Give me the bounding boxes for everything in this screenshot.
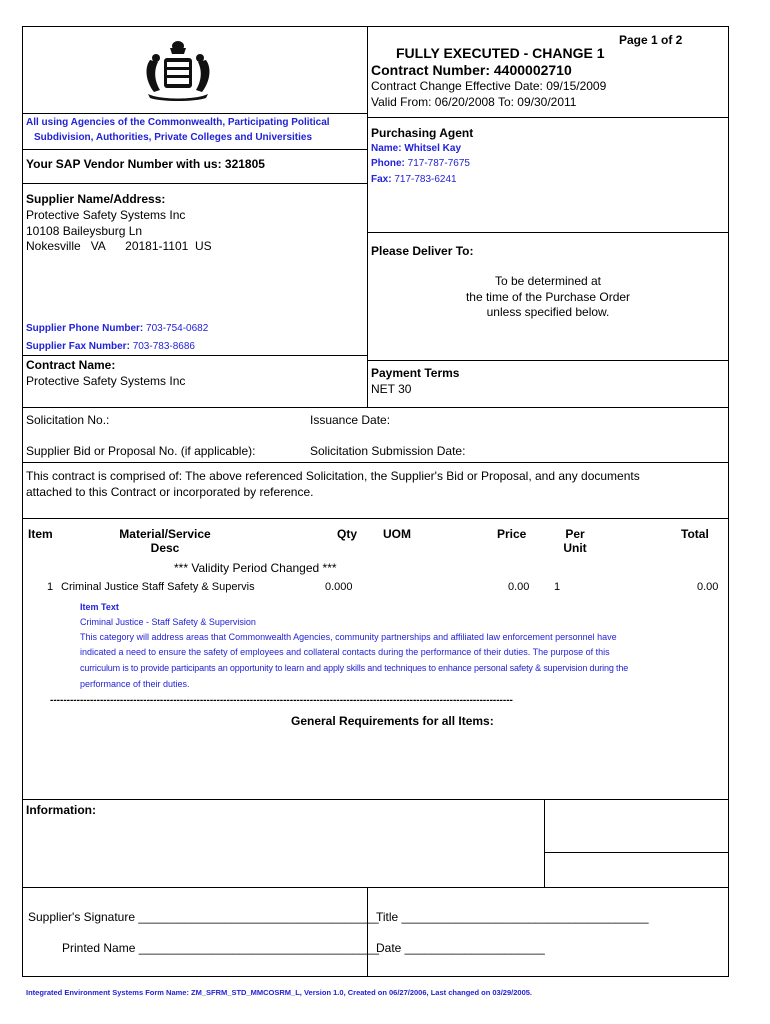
delivery-line-3: unless specified below.	[486, 305, 610, 319]
divider	[22, 355, 367, 356]
col-header-qty: Qty	[337, 527, 358, 541]
col-header-material-line2: Desc	[150, 541, 180, 555]
divider	[22, 462, 729, 463]
contract-name-heading: Contract Name:	[26, 358, 116, 372]
supplier-phone-value: 703-754-0682	[146, 323, 209, 334]
supplier-heading: Supplier Name/Address:	[26, 192, 166, 206]
divider	[22, 799, 729, 800]
supplier-bid-label: Supplier Bid or Proposal No. (if applicable):	[26, 444, 256, 458]
supplier-name: Protective Safety Systems Inc	[26, 208, 186, 222]
table-row	[22, 581, 729, 597]
divider	[22, 518, 729, 519]
validity-period-note: *** Validity Period Changed ***	[174, 561, 337, 575]
sap-vendor-number: Your SAP Vendor Number with us: 321805	[26, 157, 265, 171]
col-header-item: Item	[28, 527, 53, 541]
item-text-line-1: This category will address areas that Commonwealth Agencies, community partnerships and affiliated law enforcement personnel have	[80, 632, 617, 642]
col-header-material-line1: Material/Service	[119, 527, 211, 541]
purchasing-agent-heading: Purchasing Agent	[371, 126, 474, 140]
purchasing-agent-phone	[371, 158, 470, 169]
issuance-date-label: Issuance Date:	[310, 413, 391, 427]
contract-comprised-line-2: attached to this Contract or incorporated by reference.	[26, 485, 314, 499]
phone-value: 717-787-7675	[407, 158, 470, 169]
row-total: 0.00	[697, 581, 719, 593]
col-header-total: Total	[681, 527, 709, 541]
col-header-per-unit	[555, 527, 595, 555]
fax-label: Fax:	[371, 174, 392, 185]
contract-comprised-line-1: This contract is comprised of: The above referenced Solicitation, the Supplier's Bid or Proposal, and any documents	[26, 469, 640, 483]
agencies-line-1: All using Agencies of the Commonwealth, Participating Political	[26, 117, 330, 128]
payment-terms-value: NET 30	[371, 382, 412, 396]
divider	[367, 887, 368, 977]
divider	[22, 407, 729, 408]
divider	[22, 183, 367, 184]
col-header-per-line2: Unit	[563, 541, 587, 555]
contract-number: Contract Number: 4400002710	[371, 62, 572, 78]
submission-date-label: Solicitation Submission Date:	[310, 444, 466, 458]
row-qty: 0.000	[325, 581, 353, 593]
divider	[367, 117, 729, 118]
col-header-per-line1: Per	[565, 527, 585, 541]
divider	[22, 887, 729, 888]
item-text-line-4: performance of their duties.	[80, 679, 190, 689]
information-heading: Information:	[26, 803, 96, 817]
general-requirements-heading: General Requirements for all Items:	[291, 714, 494, 728]
row-price: 0.00	[508, 581, 530, 593]
dashed-separator: -------------------------------------------------------------------------------------------------------------------------------------------	[50, 695, 513, 706]
divider	[22, 149, 367, 150]
row-description: Criminal Justice Staff Safety & Supervis	[61, 581, 255, 593]
supplier-phone	[26, 323, 208, 334]
item-text-line-2: indicated a need to ensure the safety of employees and collateral contacts during the performance of their duties. The purpose of this	[80, 647, 610, 657]
delivery-line-1: To be determined at	[494, 274, 602, 288]
form-footer-info: Integrated Environment Systems Form Name: ZM_SFRM_STD_MMCOSRM_L, Version 1.0, Created on 06/27/2006, Last changed on 03/29/2005.	[26, 988, 532, 997]
commonwealth-seal-icon	[140, 38, 216, 102]
solicitation-number-label: Solicitation No.:	[26, 413, 110, 427]
title-line[interactable]: Title _____________________________________	[376, 910, 649, 924]
delivery-heading: Please Deliver To:	[371, 244, 474, 258]
col-header-uom: UOM	[383, 527, 411, 541]
divider	[544, 852, 729, 853]
fax-value: 717-783-6241	[394, 174, 457, 185]
page-info: Page 1 of 2	[619, 33, 683, 47]
contract-valid-dates: Valid From: 06/20/2008 To: 09/30/2011	[371, 95, 577, 109]
supplier-fax-value: 703-783-8686	[132, 341, 195, 352]
purchasing-agent-fax	[371, 174, 457, 185]
row-item-number: 1	[47, 581, 54, 593]
col-header-price: Price	[497, 527, 527, 541]
divider	[544, 799, 545, 887]
supplier-city-line: Nokesville VA 20181-1101 US	[26, 239, 212, 253]
supplier-fax-label: Supplier Fax Number:	[26, 341, 130, 352]
contract-effective-date: Contract Change Effective Date: 09/15/2009	[371, 79, 607, 93]
agencies-line-2: Subdivision, Authorities, Private Colleges and Universities	[34, 132, 313, 143]
supplier-street: 10108 Baileysburg Ln	[26, 224, 143, 238]
item-text-title: Criminal Justice - Staff Safety & Supervision	[80, 617, 256, 627]
phone-label: Phone:	[371, 158, 405, 169]
divider	[367, 232, 729, 233]
printed-name-line[interactable]: Printed Name ____________________________________	[62, 941, 379, 955]
delivery-line-2: the time of the Purchase Order	[465, 290, 631, 304]
supplier-phone-label: Supplier Phone Number:	[26, 323, 144, 334]
col-header-material	[100, 527, 230, 555]
supplier-fax	[26, 341, 195, 352]
item-text-line-3: curriculum is to provide participants an opportunity to learn and apply skills and techniques to enhance personal safety & supervision during the	[80, 663, 629, 673]
divider	[367, 26, 368, 407]
supplier-signature-line[interactable]: Supplier's Signature ____________________________________	[28, 910, 379, 924]
date-line[interactable]: Date _____________________	[376, 941, 545, 955]
divider	[367, 360, 729, 361]
divider	[22, 113, 367, 114]
purchasing-agent-name: Name: Whitsel Kay	[371, 143, 462, 154]
document-status-title: FULLY EXECUTED - CHANGE 1	[396, 45, 605, 61]
item-text-heading: Item Text	[80, 602, 119, 612]
contract-name-value: Protective Safety Systems Inc	[26, 374, 186, 388]
payment-terms-heading: Payment Terms	[371, 366, 460, 380]
row-per-unit: 1	[554, 581, 561, 593]
